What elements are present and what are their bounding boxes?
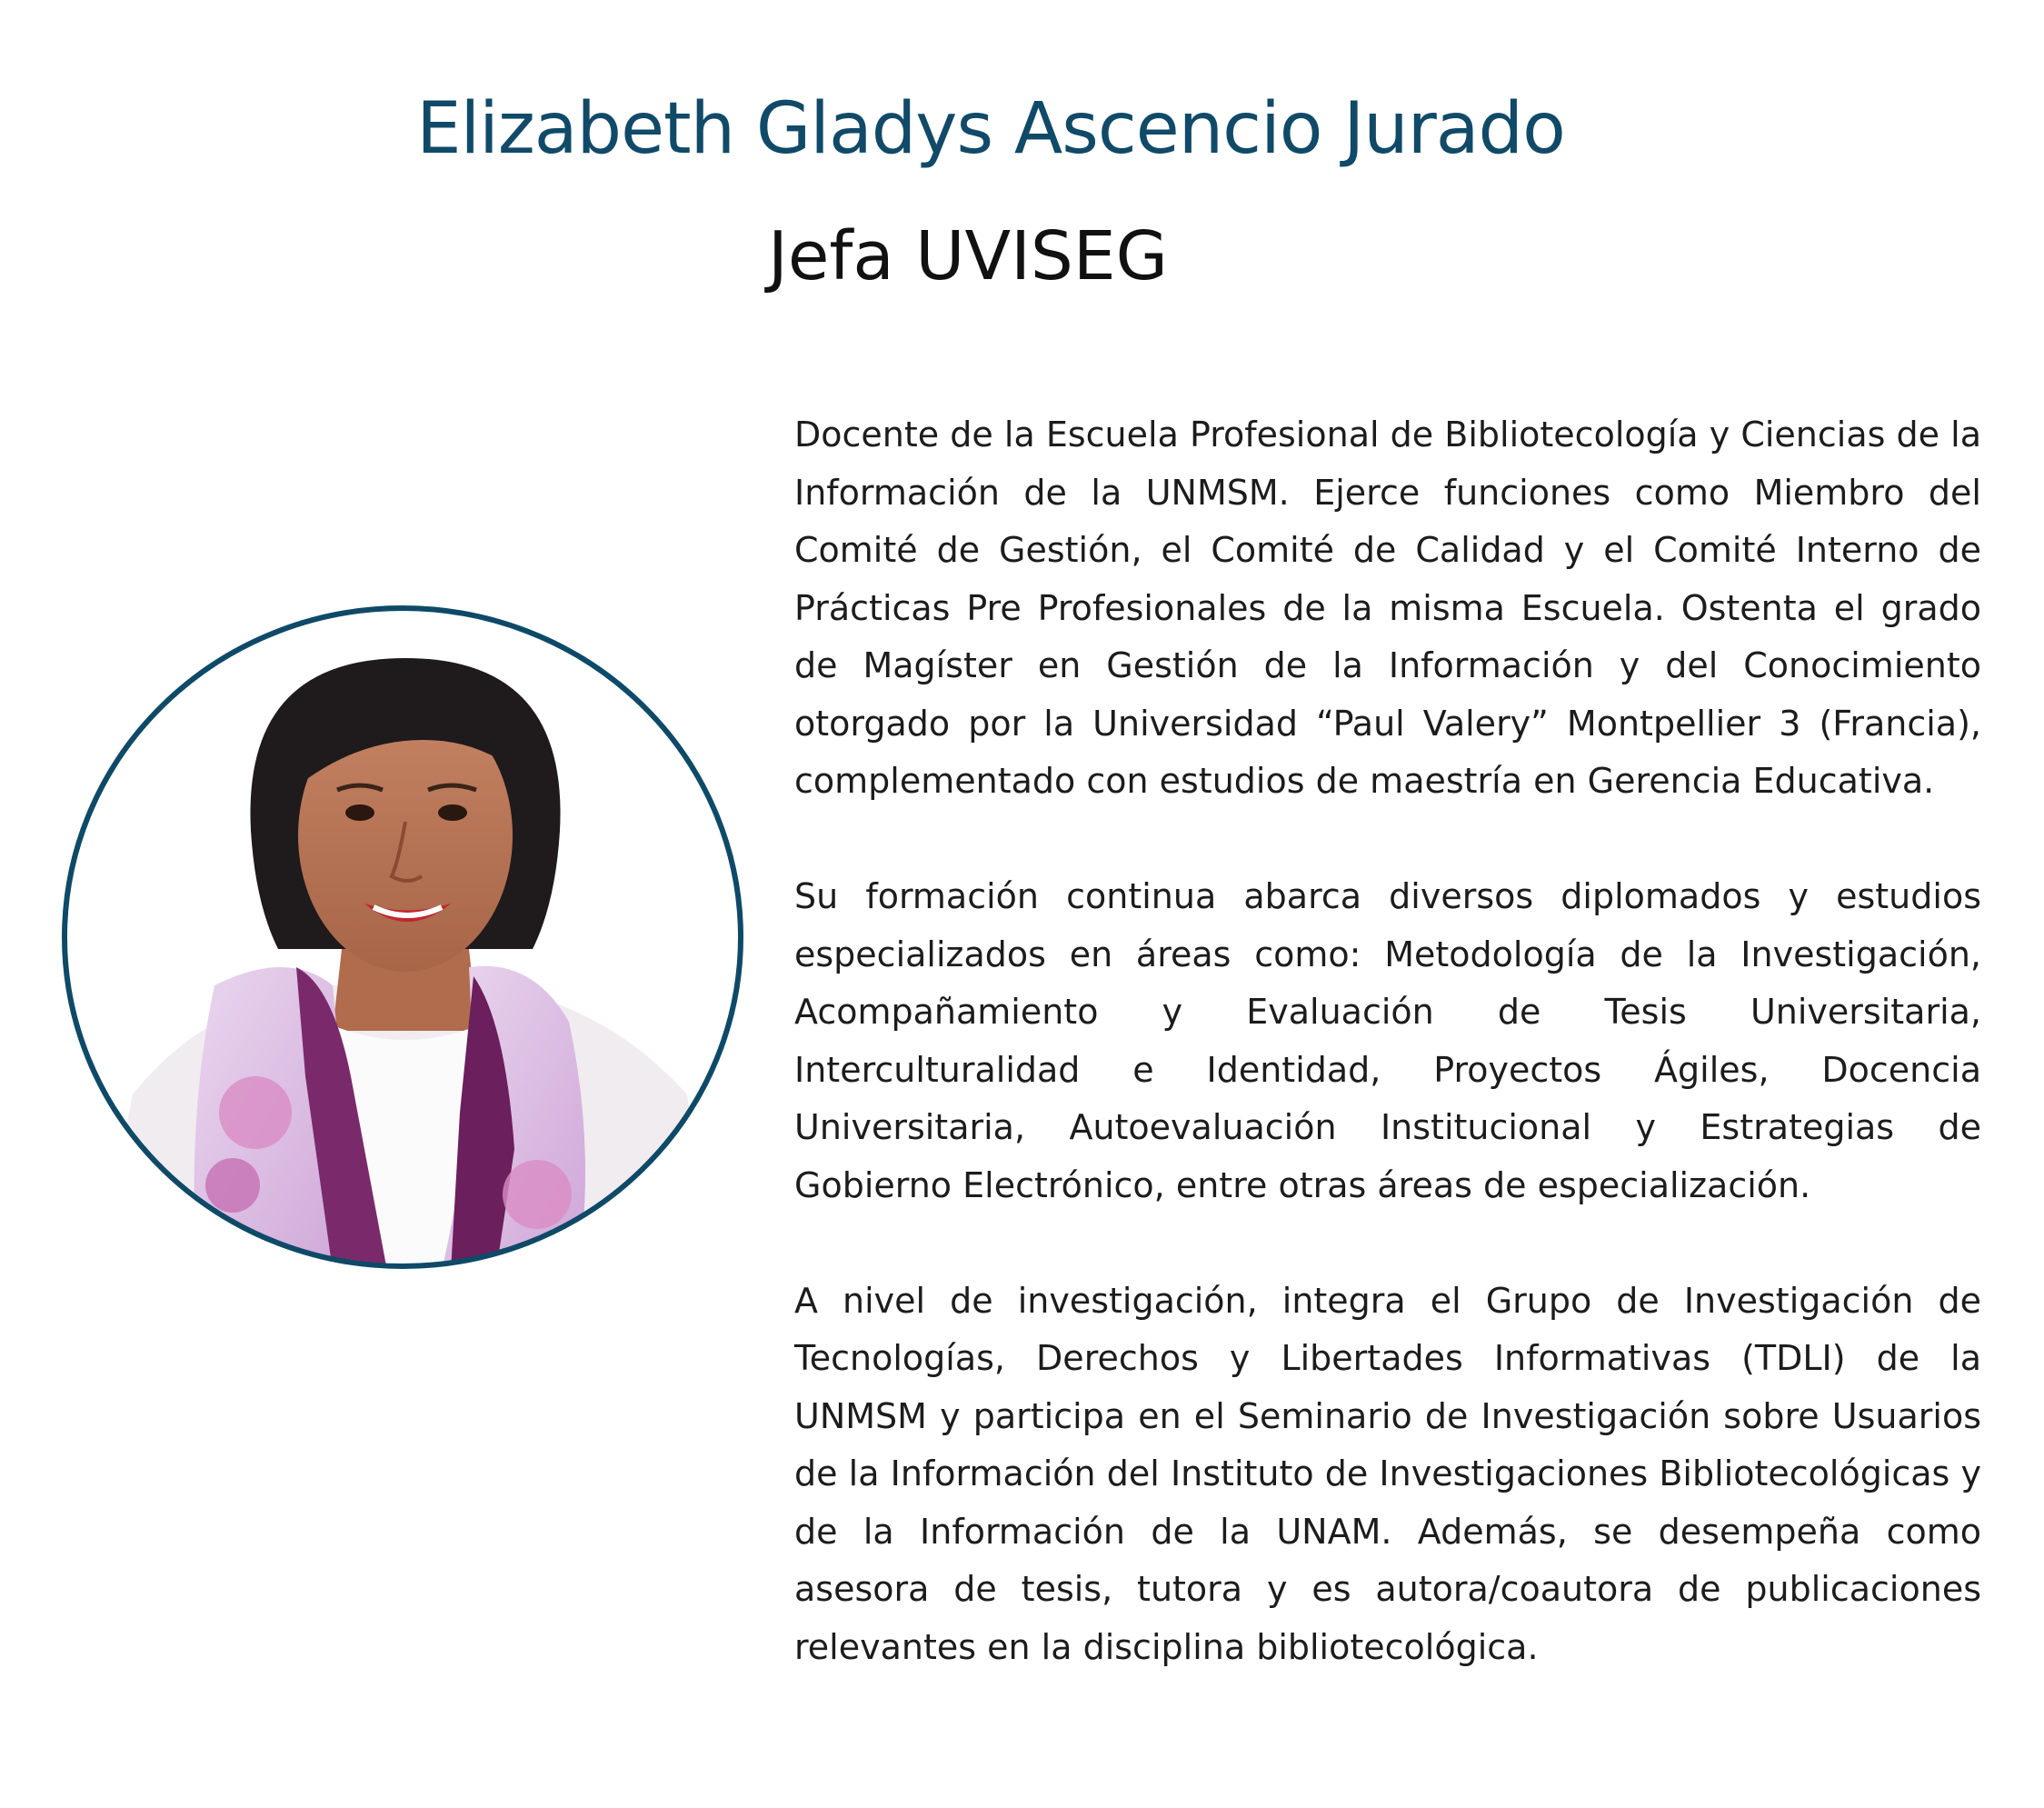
bio-paragraph-1: Docente de la Escuela Profesional de Bibliotecología y Ciencias de la Información de la UNMSM. Ejerce funciones como Miembro del Comité de Gestión, el Comité de Calidad y el Comité Interno de Prácticas Pre Profesionales de la misma Escuela. Ostenta el grado de Magíster en Gestión de la Información y del Conocimiento otorgado por la Universidad “Paul Valery” Montpellier 3 (Francia), complementado con estudios de maestría en Gerencia Educativa.: [794, 415, 1981, 801]
profile-role: Jefa UVISEG: [768, 217, 1168, 295]
profile-name: Elizabeth Gladys Ascencio Jurado: [416, 88, 1565, 170]
portrait-photo: [60, 604, 745, 1271]
biography: [794, 406, 1981, 1676]
bio-paragraph-3: A nivel de investigación, integra el Grupo de Investigación de Tecnologías, Derechos y Libertades Informativas (TDLI) de la UNMSM y participa en el Seminario de Investigación sobre Usuarios de la Información del Instituto de Investigaciones Bibliotecológicas y de la Información de la UNAM. Además, se desempeña como asesora de tesis, tutora y es autora/coautora de publicaciones relevantes en la disciplina bibliotecológica.: [794, 1280, 1981, 1667]
bio-paragraph-2: Su formación continua abarca diversos diplomados y estudios especializados en áreas como: Metodología de la Investigación, Acompañamiento y Evaluación de Tesis Universitaria, Interculturalidad e Identidad, Proyectos Ágiles, Docencia Universitaria, Autoevaluación Institucional y Estrategias de Gobierno Electrónico, entre otras áreas de especialización.: [794, 876, 1981, 1205]
